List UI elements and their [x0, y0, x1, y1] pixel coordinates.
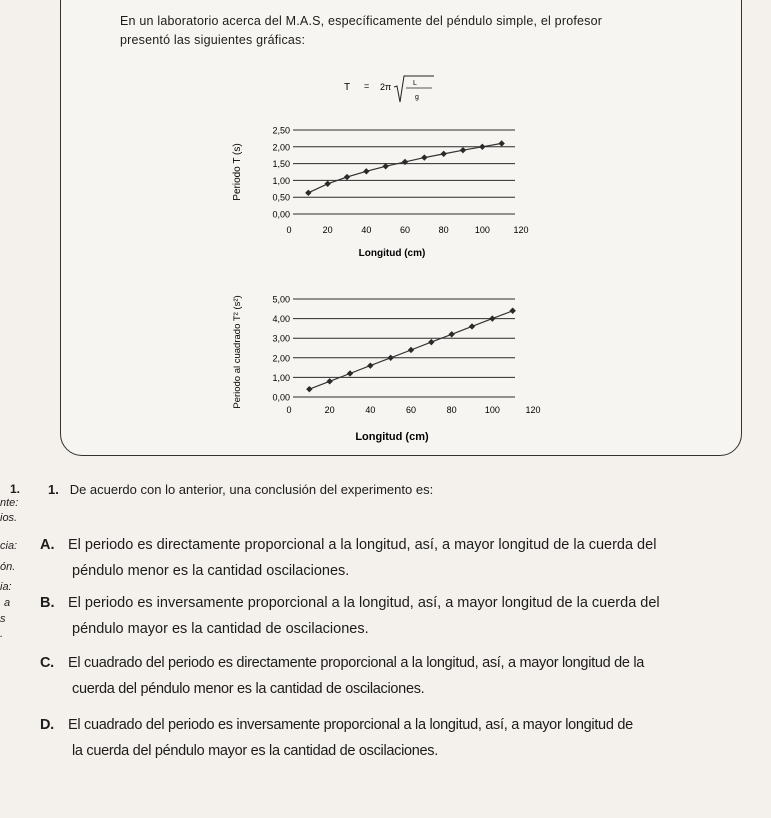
y-tick-label: 5,00: [272, 294, 290, 305]
margin-fragment: ón.: [0, 561, 16, 573]
data-point: [402, 159, 408, 165]
intro-line-2: presentó las siguientes gráficas:: [120, 33, 306, 47]
x-tick-label: 60: [405, 405, 417, 415]
x-axis-label: Longitud (cm): [358, 248, 426, 259]
y-tick-label: 4,00: [272, 314, 290, 325]
formula-lhs: T: [344, 82, 351, 93]
data-point: [363, 168, 369, 174]
y-tick-label: 1,50: [272, 159, 290, 170]
y-tick-label: 2,00: [272, 353, 290, 364]
y-tick-label: 3,00: [272, 333, 290, 344]
margin-fragment: s: [0, 613, 6, 625]
y-tick-label: 1,00: [272, 175, 290, 186]
data-point: [440, 151, 446, 157]
data-point: [479, 144, 485, 150]
chart-period-squared: [225, 282, 545, 448]
x-tick-label: 20: [322, 225, 333, 235]
option-line: péndulo menor es la cantidad oscilaciones.: [72, 563, 350, 579]
margin-fragment: ios.: [0, 512, 18, 524]
x-tick-label: 0: [286, 225, 292, 235]
formula-den: g: [415, 94, 419, 101]
data-point: [344, 174, 350, 180]
x-tick-label: 60: [399, 225, 411, 235]
option-letter: A.: [40, 537, 55, 553]
x-tick-label: 0: [286, 405, 292, 415]
data-point: [326, 378, 332, 384]
data-point: [324, 181, 330, 187]
option-line: la cuerda del péndulo mayor es la cantidad de oscilaciones.: [72, 743, 438, 759]
intro-line-1: En un laboratorio acerca del M.A.S, específicamente del péndulo simple, el profesor: [120, 14, 603, 28]
data-point: [469, 323, 475, 329]
margin-fragment: nte:: [0, 497, 19, 509]
option-b[interactable]: [40, 590, 765, 642]
y-tick-label: 2,00: [272, 142, 290, 153]
option-line: El cuadrado del periodo es directamente proporcional a la longitud, así, a mayor longitud de la: [68, 655, 645, 671]
option-line: El cuadrado del periodo es inversamente proporcional a la longitud, así, a mayor longitud de: [68, 717, 633, 733]
x-tick-label: 20: [324, 405, 335, 415]
y-tick-label: 2,50: [272, 125, 290, 136]
data-point: [448, 331, 454, 337]
x-axis-label: Longitud (cm): [355, 431, 429, 443]
option-line: cuerda del péndulo menor es la cantidad de oscilaciones.: [72, 681, 425, 697]
question-prompt: [48, 482, 433, 497]
y-tick-label: 0,50: [272, 192, 290, 203]
data-point: [408, 347, 414, 353]
margin-fragment: cia:: [0, 540, 18, 552]
margin-fragment: ia:: [0, 581, 12, 593]
x-tick-label: 120: [513, 225, 529, 235]
option-line: El periodo es directamente proporcional a la longitud, así, a mayor longitud de la cuerda del: [68, 537, 657, 553]
data-point: [498, 140, 504, 146]
x-tick-label: 100: [484, 405, 500, 415]
option-c[interactable]: [40, 650, 765, 702]
x-tick-label: 120: [525, 405, 541, 415]
data-point: [305, 190, 311, 196]
option-letter: B.: [40, 595, 55, 611]
data-point: [421, 154, 427, 160]
y-tick-label: 0,00: [272, 392, 290, 403]
data-point: [509, 308, 515, 314]
formula-eq: =: [364, 81, 370, 91]
margin-fragment: .: [0, 628, 4, 640]
data-point: [428, 339, 434, 345]
data-point: [306, 386, 312, 392]
option-line: péndulo mayor es la cantidad de oscilaciones.: [72, 621, 369, 637]
formula-coef: 2π: [380, 82, 392, 92]
option-a[interactable]: [40, 532, 765, 584]
option-d[interactable]: [40, 712, 765, 764]
series-line: [308, 143, 501, 192]
data-point: [347, 370, 353, 376]
x-tick-label: 40: [365, 405, 376, 415]
x-tick-label: 80: [446, 405, 457, 415]
option-letter: C.: [40, 655, 54, 671]
y-tick-label: 1,00: [272, 372, 290, 383]
intro-text: [120, 12, 710, 50]
y-axis-label: Periodo T (s): [232, 143, 243, 201]
x-tick-label: 100: [474, 225, 490, 235]
data-point: [489, 315, 495, 321]
y-tick-label: 0,00: [272, 209, 290, 220]
margin-fragment: a: [4, 597, 11, 609]
data-point: [367, 362, 373, 368]
question-number: 1.: [48, 482, 59, 497]
option-letter: D.: [40, 717, 54, 733]
question-left-number: 1.: [10, 482, 21, 496]
data-point: [460, 147, 466, 153]
option-line: El periodo es inversamente proporcional a la longitud, así, a mayor longitud de la cuerda del: [68, 595, 660, 611]
x-tick-label: 80: [438, 225, 449, 235]
period-formula: [342, 72, 462, 112]
chart-period: [225, 120, 545, 270]
formula-num: L: [413, 80, 417, 87]
question-text: De acuerdo con lo anterior, una conclusión del experimento es:: [69, 482, 434, 497]
x-tick-label: 40: [361, 225, 372, 235]
y-axis-label: Periodo al cuadrado T² (s²): [232, 295, 243, 409]
data-point: [387, 355, 393, 361]
